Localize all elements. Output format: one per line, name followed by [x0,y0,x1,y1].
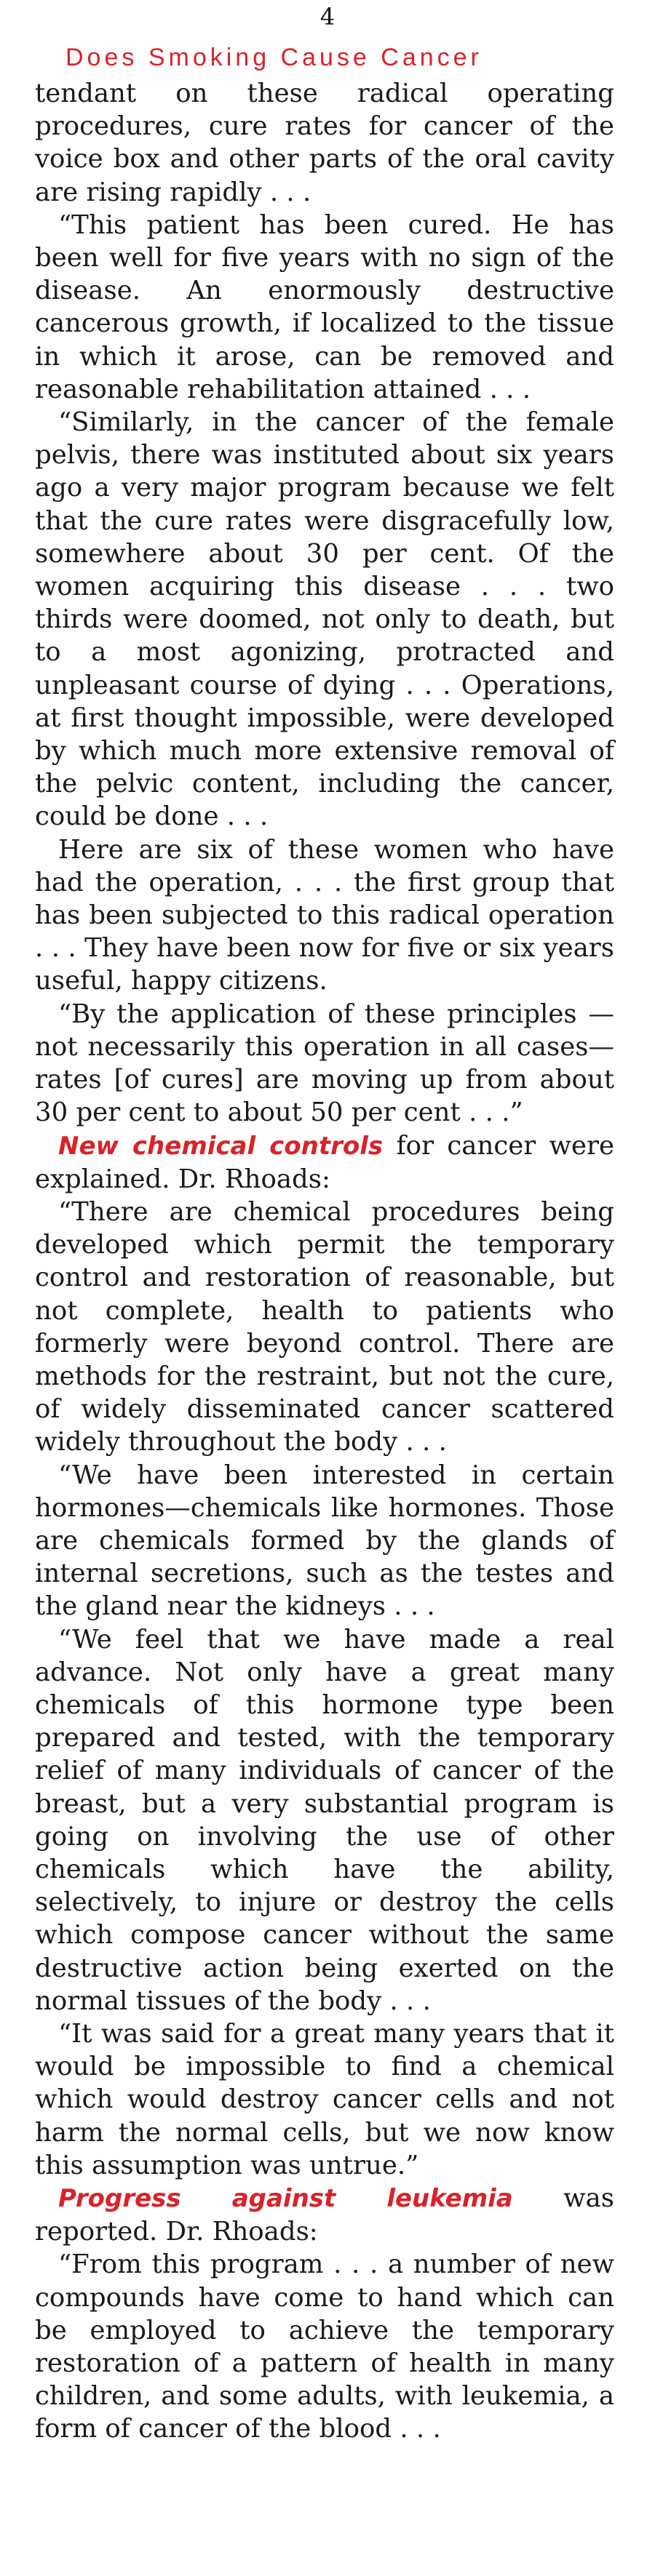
subhead-new-chemical-controls: New chemical controls [58,1131,384,1161]
subhead-lead-text: was reported. Dr. Rhoads: [35,2183,614,2247]
page-number: 4 [319,3,336,31]
subhead-progress-against-leukemia: Progress against leukemia [58,2184,513,2213]
paragraph-7: “There are chemical procedures being developed which permit the temporary control and restoration of reasonable, but not complete, health to patients who formerly were beyond control. There are methods for the restraint, but not the cure, of widely disseminated cancer scattered widely throughout the body . . . [35,1196,614,1457]
subhead-lead-text: for cancer were explained. Dr. Rhoads: [35,1130,614,1194]
paragraph-12: “From this program . . . a number of new compounds have come to hand which can be employed to achieve the temporary restoration of a pattern of health in many children, and some adults, with leukemia, a form of cancer of the blood . . . [35,2249,614,2444]
paragraph-8: “We have been interested in certain hormones—chemicals like hormones. Those are chemicals formed by the glands of internal secretions, such as the testes and the gland near the kidneys . . . [35,1460,614,1622]
running-head: Does Smoking Cause Cancer [66,44,483,71]
paragraph-9: “We feel that we have made a real advance. Not only have a great many chemicals of this hormone type been prepared and tested, with the temporary relief of many individuals of cancer of the breast, but a very substantial program is going on involving the use of other chemicals which have the ability, selectively, to injure or destroy the cells which compose cancer without the same destructive action being exerted on the normal tissues of the body . . . [35,1624,614,2016]
article-column [35,77,614,2446]
paragraph-1: tendant on these radical operating procedures, cure rates for cancer of the voice box and other parts of the oral cavity are rising rapidly . . . [35,79,614,207]
section-progress-against-leukemia [35,2182,614,2248]
paragraph-5: “By the application of these principles —not necessarily this operation in all cases—rates [of cures] are moving up from about 30 per cent to about 50 per cent . . .” [35,999,614,1128]
paragraph-4: Here are six of these women who have had the operation, . . . the first group that has been subjected to this radical operation . . . They have been now for five or six years useful, happy citizens. [35,834,614,996]
paragraph-10: “It was said for a great many years that it would be impossible to find a chemical which would destroy cancer cells and not harm the normal cells, but we now know this assumption was untrue.” [35,2018,614,2180]
paragraph-3: “Similarly, in the cancer of the female pelvis, there was instituted about six years ago a very major program because we felt that the cure rates were disgracefully low, somewhere about 30 per cent. Of the women acquiring this disease . . . two thirds were doomed, not only to death, but to a most agonizing, protracted and unpleasant course of dying . . . Operations, at first thought impossible, were developed by which much more extensive removal of the pelvic content, including the cancer, could be done . . . [35,407,614,832]
paragraph-2: “This patient has been cured. He has been well for five years with no sign of the disease. An enormously destructive cancerous growth, if localized to the tissue in which it arose, can be removed and reasonable rehabilitation attained . . . [35,209,614,404]
section-new-chemical-controls [35,1129,614,1196]
